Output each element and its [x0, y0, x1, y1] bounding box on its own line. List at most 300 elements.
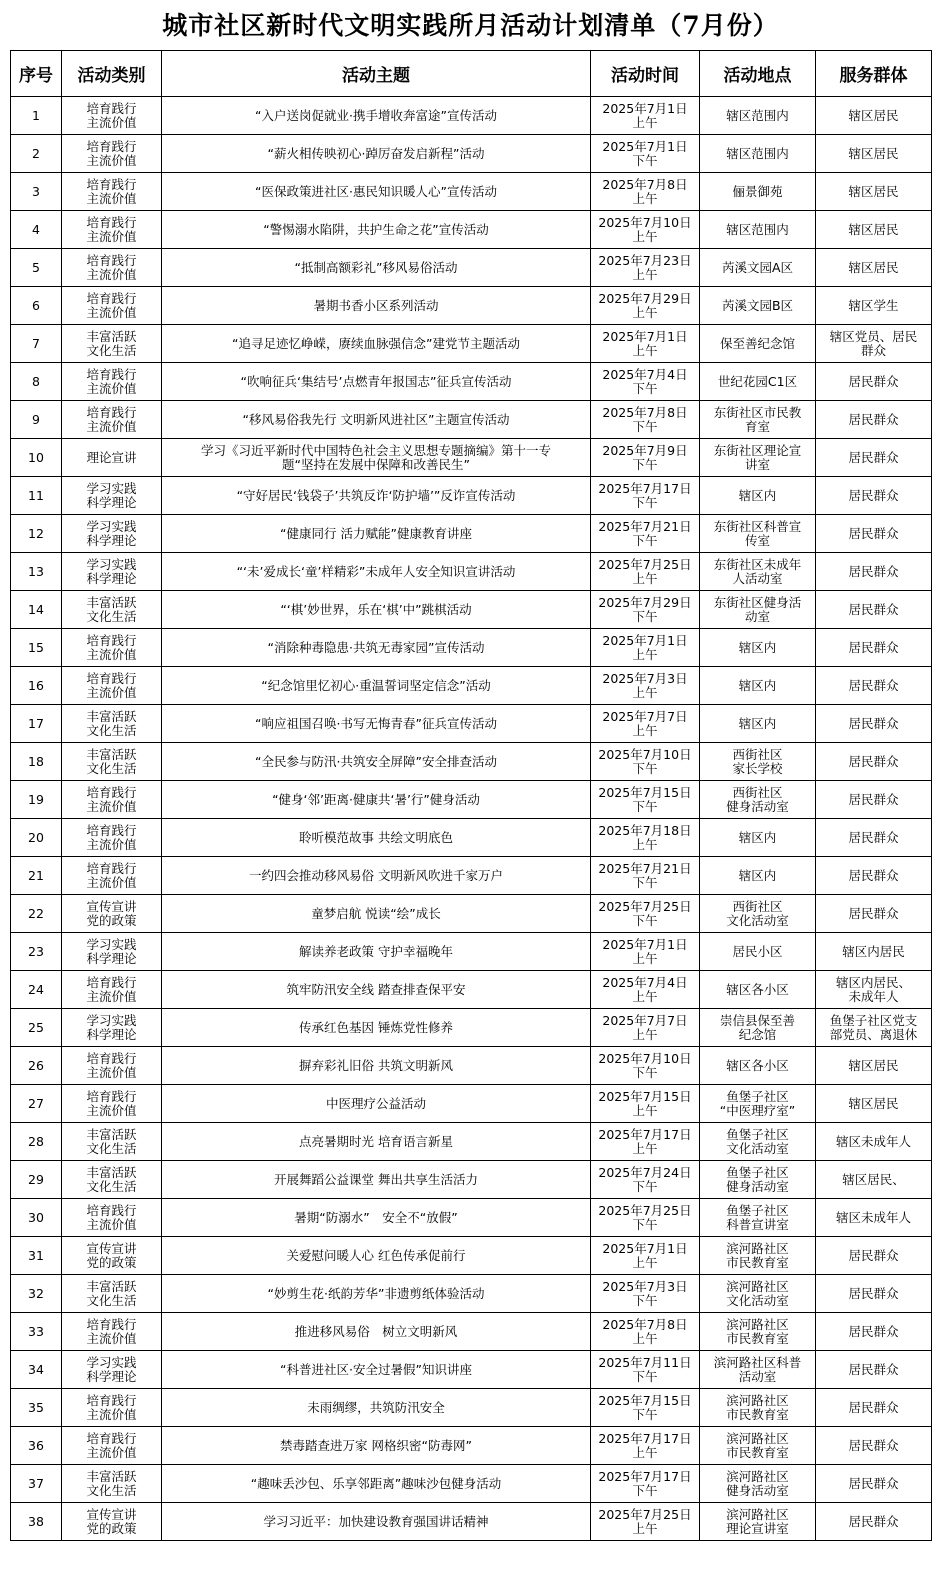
cell-place: 滨河路社区 市民教育室 — [700, 1237, 816, 1275]
cell-category: 培育践行 主流价值 — [62, 249, 162, 287]
cell-no: 15 — [11, 629, 62, 667]
cell-category: 培育践行 主流价值 — [62, 819, 162, 857]
table-row — [11, 1009, 932, 1047]
cell-place: 滨河路社区 理论宣讲室 — [700, 1503, 816, 1541]
cell-no: 19 — [11, 781, 62, 819]
cell-theme: “趣味丢沙包、乐享邻距离”趣味沙包健身活动 — [162, 1465, 591, 1503]
cell-date: 2025年7月7日 — [602, 708, 688, 724]
cell-no: 36 — [11, 1427, 62, 1465]
cell-period: 上午 — [632, 988, 658, 1004]
table-row — [11, 249, 932, 287]
table-row — [11, 895, 932, 933]
cell-place: 辖区各小区 — [700, 1047, 816, 1085]
table-row — [11, 705, 932, 743]
table-body — [11, 97, 932, 1541]
cell-group: 居民群众 — [816, 667, 932, 705]
cell-group: 居民群众 — [816, 553, 932, 591]
cell-theme: “健身‘邻’距离·健康共‘暑’行”健身活动 — [162, 781, 591, 819]
cell-no: 27 — [11, 1085, 62, 1123]
cell-period: 上午 — [632, 1444, 658, 1460]
cell-category: 培育践行 主流价值 — [62, 1313, 162, 1351]
cell-category: 培育践行 主流价值 — [62, 667, 162, 705]
table-row — [11, 211, 932, 249]
cell-group: 居民群众 — [816, 439, 932, 477]
header-theme: 活动主题 — [162, 51, 591, 97]
cell-no: 1 — [11, 97, 62, 135]
cell-no: 29 — [11, 1161, 62, 1199]
cell-theme: 点亮暑期时光 培育语言新星 — [162, 1123, 591, 1161]
cell-no: 30 — [11, 1199, 62, 1237]
cell-period: 下午 — [632, 760, 658, 776]
cell-category: 丰富活跃 文化生活 — [62, 1123, 162, 1161]
cell-date: 2025年7月15日 — [598, 1088, 692, 1104]
cell-period: 下午 — [632, 418, 658, 434]
table-row — [11, 743, 932, 781]
cell-category: 宣传宣讲 党的政策 — [62, 895, 162, 933]
cell-category: 培育践行 主流价值 — [62, 1427, 162, 1465]
cell-time — [591, 173, 700, 211]
cell-period: 上午 — [632, 684, 658, 700]
table-row — [11, 1275, 932, 1313]
table-row — [11, 515, 932, 553]
header-place: 活动地点 — [700, 51, 816, 97]
cell-category: 丰富活跃 文化生活 — [62, 1465, 162, 1503]
cell-date: 2025年7月24日 — [598, 1164, 692, 1180]
cell-period: 上午 — [632, 1026, 658, 1042]
cell-category: 学习实践 科学理论 — [62, 515, 162, 553]
cell-time — [591, 667, 700, 705]
cell-time — [591, 1351, 700, 1389]
cell-place: 西街社区 家长学校 — [700, 743, 816, 781]
cell-time — [591, 1047, 700, 1085]
cell-group: 辖区居民 — [816, 1047, 932, 1085]
cell-category: 丰富活跃 文化生活 — [62, 591, 162, 629]
cell-period: 上午 — [632, 836, 658, 852]
cell-time — [591, 97, 700, 135]
cell-time — [591, 933, 700, 971]
table-row — [11, 325, 932, 363]
cell-category: 培育践行 主流价值 — [62, 211, 162, 249]
cell-no: 10 — [11, 439, 62, 477]
table-row — [11, 1389, 932, 1427]
cell-date: 2025年7月10日 — [598, 214, 692, 230]
cell-no: 6 — [11, 287, 62, 325]
cell-date: 2025年7月17日 — [598, 1468, 692, 1484]
cell-time — [591, 287, 700, 325]
cell-place: 辖区范围内 — [700, 211, 816, 249]
cell-period: 下午 — [632, 874, 658, 890]
cell-no: 2 — [11, 135, 62, 173]
cell-place: 辖区内 — [700, 705, 816, 743]
cell-category: 宣传宣讲 党的政策 — [62, 1503, 162, 1541]
cell-group: 鱼堡子社区党支 部党员、离退休 — [816, 1009, 932, 1047]
cell-theme: 传承红色基因 锤炼党性修养 — [162, 1009, 591, 1047]
cell-period: 下午 — [632, 912, 658, 928]
cell-category: 培育践行 主流价值 — [62, 1389, 162, 1427]
cell-theme: 开展舞蹈公益课堂 舞出共享生活活力 — [162, 1161, 591, 1199]
cell-place: 辖区内 — [700, 629, 816, 667]
table-row — [11, 781, 932, 819]
cell-no: 33 — [11, 1313, 62, 1351]
cell-group: 居民群众 — [816, 857, 932, 895]
cell-theme: “纪念馆里忆初心·重温誓词坚定信念”活动 — [162, 667, 591, 705]
cell-time — [591, 591, 700, 629]
cell-no: 38 — [11, 1503, 62, 1541]
cell-period: 下午 — [632, 798, 658, 814]
cell-date: 2025年7月3日 — [602, 670, 688, 686]
cell-date: 2025年7月18日 — [598, 822, 692, 838]
cell-period: 上午 — [632, 266, 658, 282]
cell-period: 上午 — [632, 646, 658, 662]
cell-period: 下午 — [632, 1216, 658, 1232]
cell-no: 25 — [11, 1009, 62, 1047]
cell-date: 2025年7月17日 — [598, 1126, 692, 1142]
cell-group: 居民群众 — [816, 1351, 932, 1389]
cell-place: 辖区范围内 — [700, 97, 816, 135]
cell-group: 居民群众 — [816, 705, 932, 743]
table-row — [11, 629, 932, 667]
cell-date: 2025年7月10日 — [598, 746, 692, 762]
cell-no: 18 — [11, 743, 62, 781]
header-no: 序号 — [11, 51, 62, 97]
cell-time — [591, 515, 700, 553]
cell-date: 2025年7月1日 — [602, 632, 688, 648]
cell-place: 东街社区科普宣 传室 — [700, 515, 816, 553]
cell-category: 丰富活跃 文化生活 — [62, 1275, 162, 1313]
cell-date: 2025年7月15日 — [598, 1392, 692, 1408]
table-row — [11, 1427, 932, 1465]
table-row — [11, 553, 932, 591]
cell-group: 居民群众 — [816, 629, 932, 667]
cell-place: 滨河路社区 健身活动室 — [700, 1465, 816, 1503]
cell-place: 滨河路社区科普 活动室 — [700, 1351, 816, 1389]
cell-theme: “警惕溺水陷阱，共护生命之花”宣传活动 — [162, 211, 591, 249]
cell-group: 居民群众 — [816, 515, 932, 553]
cell-group: 居民群众 — [816, 1275, 932, 1313]
table-row — [11, 857, 932, 895]
cell-period: 上午 — [632, 342, 658, 358]
cell-date: 2025年7月21日 — [598, 518, 692, 534]
cell-period: 上午 — [632, 1102, 658, 1118]
cell-group: 辖区居民 — [816, 135, 932, 173]
cell-date: 2025年7月1日 — [602, 1240, 688, 1256]
cell-category: 培育践行 主流价值 — [62, 1199, 162, 1237]
cell-category: 培育践行 主流价值 — [62, 135, 162, 173]
cell-period: 上午 — [632, 950, 658, 966]
cell-theme: 推进移风易俗 树立文明新风 — [162, 1313, 591, 1351]
cell-no: 7 — [11, 325, 62, 363]
cell-no: 28 — [11, 1123, 62, 1161]
cell-date: 2025年7月7日 — [602, 1012, 688, 1028]
cell-time — [591, 819, 700, 857]
cell-time — [591, 401, 700, 439]
cell-category: 学习实践 科学理论 — [62, 477, 162, 515]
table-row — [11, 135, 932, 173]
cell-theme: “妙剪生花·纸韵芳华”非遗剪纸体验活动 — [162, 1275, 591, 1313]
cell-no: 17 — [11, 705, 62, 743]
cell-date: 2025年7月17日 — [598, 480, 692, 496]
table-row — [11, 401, 932, 439]
cell-category: 丰富活跃 文化生活 — [62, 325, 162, 363]
cell-category: 培育践行 主流价值 — [62, 97, 162, 135]
cell-theme: 中医理疗公益活动 — [162, 1085, 591, 1123]
cell-group: 居民群众 — [816, 401, 932, 439]
cell-date: 2025年7月25日 — [598, 1202, 692, 1218]
cell-time — [591, 1199, 700, 1237]
cell-no: 26 — [11, 1047, 62, 1085]
cell-theme: 学习习近平：加快建设教育强国讲话精神 — [162, 1503, 591, 1541]
cell-time — [591, 1389, 700, 1427]
cell-date: 2025年7月9日 — [602, 442, 688, 458]
cell-date: 2025年7月21日 — [598, 860, 692, 876]
cell-time — [591, 1503, 700, 1541]
cell-group: 居民群众 — [816, 1313, 932, 1351]
cell-date: 2025年7月1日 — [602, 936, 688, 952]
cell-date: 2025年7月15日 — [598, 784, 692, 800]
cell-category: 学习实践 科学理论 — [62, 933, 162, 971]
table-row — [11, 819, 932, 857]
cell-place: 芮溪文园A区 — [700, 249, 816, 287]
cell-place: 辖区内 — [700, 477, 816, 515]
cell-place: 辖区各小区 — [700, 971, 816, 1009]
cell-time — [591, 211, 700, 249]
cell-place: 崇信县保至善 纪念馆 — [700, 1009, 816, 1047]
cell-period: 上午 — [632, 570, 658, 586]
cell-time — [591, 477, 700, 515]
table-row — [11, 439, 932, 477]
cell-category: 理论宣讲 — [62, 439, 162, 477]
cell-time — [591, 249, 700, 287]
cell-period: 上午 — [632, 1330, 658, 1346]
cell-group: 居民群众 — [816, 1427, 932, 1465]
cell-period: 下午 — [632, 380, 658, 396]
cell-time — [591, 135, 700, 173]
cell-no: 24 — [11, 971, 62, 1009]
cell-place: 滨河路社区 市民教育室 — [700, 1313, 816, 1351]
cell-time — [591, 781, 700, 819]
cell-date: 2025年7月17日 — [598, 1430, 692, 1446]
cell-place: 鱼堡子社区 “中医理疗室” — [700, 1085, 816, 1123]
cell-period: 下午 — [632, 608, 658, 624]
cell-group: 居民群众 — [816, 1389, 932, 1427]
cell-time — [591, 1237, 700, 1275]
activity-plan-table — [10, 50, 932, 1541]
cell-theme: 聆听模范故事 共绘文明底色 — [162, 819, 591, 857]
table-row — [11, 477, 932, 515]
cell-theme: “医保政策进社区·惠民知识暖人心”宣传活动 — [162, 173, 591, 211]
cell-date: 2025年7月3日 — [602, 1278, 688, 1294]
page-title: 城市社区新时代文明实践所月活动计划清单（7月份） — [162, 11, 779, 40]
cell-time — [591, 1313, 700, 1351]
cell-no: 9 — [11, 401, 62, 439]
table-row — [11, 363, 932, 401]
cell-time — [591, 1465, 700, 1503]
cell-category: 丰富活跃 文化生活 — [62, 743, 162, 781]
cell-period: 下午 — [632, 1368, 658, 1384]
table-row — [11, 97, 932, 135]
cell-period: 下午 — [632, 1482, 658, 1498]
cell-date: 2025年7月4日 — [602, 366, 688, 382]
cell-no: 13 — [11, 553, 62, 591]
cell-theme: “‘未’爱成长‘童’样精彩”未成年人安全知识宣讲活动 — [162, 553, 591, 591]
cell-group: 居民群众 — [816, 477, 932, 515]
cell-category: 培育践行 主流价值 — [62, 857, 162, 895]
cell-time — [591, 857, 700, 895]
cell-date: 2025年7月4日 — [602, 974, 688, 990]
cell-date: 2025年7月29日 — [598, 594, 692, 610]
cell-no: 20 — [11, 819, 62, 857]
cell-place: 辖区范围内 — [700, 135, 816, 173]
cell-time — [591, 363, 700, 401]
cell-theme: 禁毒踏查进万家 网格织密“防毒网” — [162, 1427, 591, 1465]
cell-category: 学习实践 科学理论 — [62, 1009, 162, 1047]
cell-place: 保至善纪念馆 — [700, 325, 816, 363]
header-category: 活动类别 — [62, 51, 162, 97]
cell-group: 辖区居民 — [816, 173, 932, 211]
cell-period: 下午 — [632, 456, 658, 472]
cell-no: 4 — [11, 211, 62, 249]
cell-group: 辖区党员、居民 群众 — [816, 325, 932, 363]
cell-no: 37 — [11, 1465, 62, 1503]
cell-group: 居民群众 — [816, 1503, 932, 1541]
cell-group: 居民群众 — [816, 1465, 932, 1503]
cell-place: 东街社区市民教 育室 — [700, 401, 816, 439]
cell-date: 2025年7月8日 — [602, 1316, 688, 1332]
cell-category: 培育践行 主流价值 — [62, 401, 162, 439]
cell-date: 2025年7月1日 — [602, 100, 688, 116]
cell-theme: “响应祖国召唤·书写无悔青春”征兵宣传活动 — [162, 705, 591, 743]
cell-place: 鱼堡子社区 文化活动室 — [700, 1123, 816, 1161]
cell-date: 2025年7月10日 — [598, 1050, 692, 1066]
table-row — [11, 591, 932, 629]
table-row — [11, 287, 932, 325]
cell-category: 丰富活跃 文化生活 — [62, 705, 162, 743]
cell-no: 21 — [11, 857, 62, 895]
cell-group: 居民群众 — [816, 895, 932, 933]
cell-time — [591, 743, 700, 781]
cell-place: 俪景御苑 — [700, 173, 816, 211]
cell-no: 22 — [11, 895, 62, 933]
cell-theme: “‘棋’妙世界，乐在‘棋’中”跳棋活动 — [162, 591, 591, 629]
cell-category: 宣传宣讲 党的政策 — [62, 1237, 162, 1275]
cell-theme: 解读养老政策 守护幸福晚年 — [162, 933, 591, 971]
cell-period: 上午 — [632, 1520, 658, 1536]
table-header — [11, 51, 932, 97]
cell-time — [591, 1123, 700, 1161]
cell-period: 上午 — [632, 1254, 658, 1270]
cell-date: 2025年7月1日 — [602, 328, 688, 344]
cell-period: 下午 — [632, 532, 658, 548]
cell-no: 11 — [11, 477, 62, 515]
cell-no: 14 — [11, 591, 62, 629]
cell-time — [591, 895, 700, 933]
cell-theme: “吹响征兵‘集结号’点燃青年报国志”征兵宣传活动 — [162, 363, 591, 401]
cell-category: 培育践行 主流价值 — [62, 629, 162, 667]
cell-period: 上午 — [632, 1140, 658, 1156]
cell-place: 西街社区 健身活动室 — [700, 781, 816, 819]
cell-place: 东街社区未成年 人活动室 — [700, 553, 816, 591]
cell-place: 鱼堡子社区 科普宣讲室 — [700, 1199, 816, 1237]
table-row — [11, 1047, 932, 1085]
cell-date: 2025年7月23日 — [598, 252, 692, 268]
cell-category: 培育践行 主流价值 — [62, 287, 162, 325]
cell-time — [591, 553, 700, 591]
cell-no: 34 — [11, 1351, 62, 1389]
cell-category: 学习实践 科学理论 — [62, 1351, 162, 1389]
cell-place: 辖区内 — [700, 819, 816, 857]
cell-no: 3 — [11, 173, 62, 211]
cell-no: 5 — [11, 249, 62, 287]
header-row — [11, 51, 932, 97]
cell-group: 辖区居民 — [816, 1085, 932, 1123]
cell-theme: “消除种毒隐患·共筑无毒家园”宣传活动 — [162, 629, 591, 667]
cell-date: 2025年7月8日 — [602, 404, 688, 420]
cell-place: 辖区内 — [700, 857, 816, 895]
cell-time — [591, 1427, 700, 1465]
cell-theme: “科普进社区·安全过暑假”知识讲座 — [162, 1351, 591, 1389]
cell-period: 下午 — [632, 1406, 658, 1422]
cell-place: 滨河路社区 市民教育室 — [700, 1389, 816, 1427]
cell-group: 居民群众 — [816, 1237, 932, 1275]
cell-theme: “守好居民‘钱袋子’共筑反诈‘防护墙’”反诈宣传活动 — [162, 477, 591, 515]
cell-category: 丰富活跃 文化生活 — [62, 1161, 162, 1199]
cell-time — [591, 1009, 700, 1047]
table-row — [11, 1161, 932, 1199]
cell-place: 居民小区 — [700, 933, 816, 971]
table-row — [11, 1351, 932, 1389]
cell-theme: 筑牢防汛安全线 踏查排查保平安 — [162, 971, 591, 1009]
cell-theme: 一约四会推动移风易俗 文明新风吹进千家万户 — [162, 857, 591, 895]
cell-place: 滨河路社区 市民教育室 — [700, 1427, 816, 1465]
cell-theme: “健康同行 活力赋能”健康教育讲座 — [162, 515, 591, 553]
cell-category: 培育践行 主流价值 — [62, 173, 162, 211]
cell-place: 东街社区理论宣 讲室 — [700, 439, 816, 477]
table-row — [11, 971, 932, 1009]
cell-no: 32 — [11, 1275, 62, 1313]
cell-group: 辖区居民 — [816, 249, 932, 287]
cell-date: 2025年7月25日 — [598, 898, 692, 914]
cell-no: 35 — [11, 1389, 62, 1427]
cell-period: 上午 — [632, 304, 658, 320]
cell-no: 16 — [11, 667, 62, 705]
cell-group: 辖区内居民、 未成年人 — [816, 971, 932, 1009]
cell-group: 居民群众 — [816, 819, 932, 857]
cell-time — [591, 705, 700, 743]
cell-period: 下午 — [632, 494, 658, 510]
cell-theme: “全民参与防汛·共筑安全屏障”安全排查活动 — [162, 743, 591, 781]
cell-theme: “薪火相传映初心·踔厉奋发启新程”活动 — [162, 135, 591, 173]
cell-category: 培育践行 主流价值 — [62, 781, 162, 819]
cell-no: 12 — [11, 515, 62, 553]
cell-no: 8 — [11, 363, 62, 401]
cell-date: 2025年7月29日 — [598, 290, 692, 306]
cell-period: 上午 — [632, 114, 658, 130]
cell-place: 辖区内 — [700, 667, 816, 705]
table-row — [11, 1313, 932, 1351]
cell-date: 2025年7月8日 — [602, 176, 688, 192]
cell-theme: “抵制高额彩礼”移风易俗活动 — [162, 249, 591, 287]
cell-period: 上午 — [632, 190, 658, 206]
cell-category: 培育践行 主流价值 — [62, 1085, 162, 1123]
header-time: 活动时间 — [591, 51, 700, 97]
cell-date: 2025年7月11日 — [598, 1354, 692, 1370]
cell-group: 辖区居民、 — [816, 1161, 932, 1199]
cell-theme: “移风易俗我先行 文明新风进社区”主题宣传活动 — [162, 401, 591, 439]
cell-period: 下午 — [632, 1292, 658, 1308]
cell-group: 辖区未成年人 — [816, 1199, 932, 1237]
table-row — [11, 1199, 932, 1237]
cell-category: 培育践行 主流价值 — [62, 971, 162, 1009]
